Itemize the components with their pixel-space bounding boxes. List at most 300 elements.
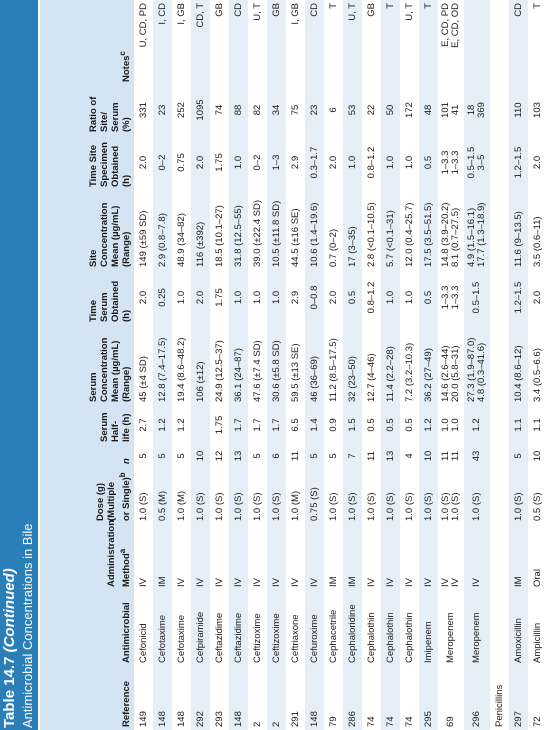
time-site-cell: 1.0	[343, 135, 362, 190]
n-cell: 11	[289, 451, 301, 461]
time-serum-cell: 0.25	[153, 270, 172, 325]
half-life-cell: 0.5	[365, 418, 377, 432]
half-life-cell	[438, 405, 464, 445]
serum-concentration-cell-line: 27.3 (1.9–87.0)	[466, 337, 477, 402]
antimicrobial-cell: Ceftazidime	[213, 612, 225, 663]
table-row	[172, 0, 191, 730]
serum-concentration-cell: 7.2 (3.2–10.3)	[403, 342, 415, 402]
table-row	[267, 0, 286, 730]
method-cell-line: IV	[440, 578, 451, 587]
ratio-cell: 23	[305, 85, 324, 135]
ratio-cell-line: 18	[466, 104, 477, 116]
dose-cell: 1.0 (M)	[175, 490, 187, 521]
n-cell: 10	[531, 450, 543, 462]
time-site-cell: 1.2–1.5	[509, 135, 528, 190]
serum-concentration-cell: 45 (±4 SD)	[137, 356, 149, 402]
method-cell: IV	[175, 578, 187, 587]
ratio-cell: 23	[153, 85, 172, 135]
n-cell: 7	[343, 445, 362, 467]
site-concentration-cell: 11.6 (9–13.5)	[509, 190, 528, 270]
site-concentration-cell-line: 17.7 (1.3–18.9)	[476, 202, 487, 267]
ref-cell: 2	[251, 721, 263, 727]
dose-cell: 1.0 (S)	[267, 467, 286, 524]
method-cell: IV	[365, 578, 377, 587]
half-life-cell: 0.5	[403, 418, 415, 432]
site-concentration-cell-line: 8.1 (0.7–27.5)	[450, 207, 461, 267]
ref-cell: 293	[213, 711, 225, 727]
table-row	[191, 0, 210, 730]
header-notes: Notes$^c$	[40, 0, 134, 85]
ratio-cell	[464, 85, 490, 135]
ratio-cell-line: 41	[450, 104, 461, 116]
half-life-cell: 1.7	[267, 405, 286, 445]
table-row	[134, 0, 153, 730]
method-cell: IV	[137, 578, 149, 587]
time-serum-cell: 1.0	[403, 290, 415, 305]
time-site-cell-line: 1–3.3	[450, 150, 461, 175]
ref-cell: 69	[445, 716, 456, 727]
time-serum-cell-line: 1–3.3	[440, 285, 451, 310]
ref-cell: 74	[381, 666, 400, 730]
n-cell: 10	[419, 445, 438, 467]
ratio-cell: 110	[509, 85, 528, 135]
antimicrobial-cell: Cephalothin	[403, 612, 415, 663]
site-concentration-cell: 17.5 (3.5–51.5)	[419, 190, 438, 270]
n-cell: 5	[251, 453, 263, 459]
table-row	[509, 0, 528, 730]
notes-cell: I, GB	[289, 3, 301, 25]
antimicrobial-cell: Ampicillin	[531, 622, 543, 663]
ref-cell: 292	[191, 666, 210, 730]
antimicrobial-cell: Meropenem	[445, 612, 456, 663]
notes-cell: GB	[267, 0, 286, 85]
site-concentration-cell: 17 (3–35)	[343, 190, 362, 270]
serum-concentration-cell-line: 4.8 (0.3–41.6)	[476, 342, 487, 402]
ref-cell: 291	[289, 711, 301, 727]
time-serum-cell: 1.0	[175, 290, 187, 305]
n-cell: 11	[365, 451, 377, 461]
time-serum-cell: 0.8–1.2	[365, 281, 377, 314]
dose-cell: 0.75 (S)	[305, 467, 324, 524]
method-cell: IV	[289, 578, 301, 587]
antimicrobial-cell: Cefpiramide	[191, 590, 210, 666]
half-life-cell-line: 1.0	[440, 418, 451, 432]
table-title-bar	[0, 0, 38, 730]
half-life-cell: 1.2	[419, 405, 438, 445]
table-row	[305, 0, 324, 730]
n-cell: 5	[175, 453, 187, 459]
time-serum-cell: 2.0	[531, 290, 543, 305]
ratio-cell: 74	[213, 104, 225, 116]
time-serum-cell: 0.5	[343, 270, 362, 325]
n-cell: 5	[137, 453, 149, 459]
antimicrobial-cell: Amoxicillin	[509, 590, 528, 666]
table-row	[153, 0, 172, 730]
ref-cell: 296	[464, 666, 490, 730]
notes-cell: T	[327, 3, 339, 9]
table-subtitle: Antimicrobial Concentrations in Bile	[20, 523, 35, 728]
header-time-serum: Time Serum Obtained (h)	[40, 270, 134, 325]
site-concentration-cell: 5.7 (<0.1–31)	[381, 190, 400, 270]
ratio-cell: 6	[327, 107, 339, 113]
time-serum-cell: 2.0	[137, 290, 149, 305]
method-cell: IM	[343, 524, 362, 590]
antimicrobial-cell: Cephalothin	[381, 590, 400, 666]
dose-cell-line: 1.0 (S)	[450, 492, 461, 521]
notes-cell: GB	[365, 3, 377, 17]
ref-cell: 79	[327, 716, 339, 727]
ratio-cell: 53	[343, 85, 362, 135]
method-cell: IM	[509, 524, 528, 590]
serum-concentration-cell: 47.6 (±7.4 SD)	[251, 340, 263, 402]
header-serum-concentration: Serum Concentration Mean (µg/mL) (Range)	[40, 325, 134, 405]
serum-concentration-cell: 36.2 (27–49)	[419, 325, 438, 405]
method-cell: IV	[419, 524, 438, 590]
dose-cell: 1.0 (M)	[289, 490, 301, 521]
site-concentration-cell: 44.5 (±16 SE)	[289, 208, 301, 267]
site-concentration-cell	[438, 190, 464, 270]
n-cell: 5	[327, 453, 339, 459]
dose-cell: 1.0 (S)	[137, 492, 149, 521]
ref-cell: 297	[509, 666, 528, 730]
site-concentration-cell-line: 14.8 (3.9–20.2)	[440, 202, 451, 267]
table-row	[248, 0, 267, 730]
half-life-cell: 2.7	[137, 418, 149, 432]
notes-cell: CD, T	[191, 0, 210, 85]
time-site-cell: 0.3–1.7	[305, 135, 324, 190]
method-cell: IV	[381, 524, 400, 590]
notes-cell: U, CD, PD	[137, 3, 149, 48]
serum-concentration-cell-line: 20.0 (5.8–31)	[450, 345, 461, 402]
ref-cell: 286	[343, 666, 362, 730]
site-concentration-cell: 39.0 (±22.4 SD)	[251, 200, 263, 267]
serum-concentration-cell: 30.6 (±5.8 SD)	[267, 325, 286, 405]
time-site-cell: 1.75	[213, 153, 225, 172]
method-cell: IV	[267, 524, 286, 590]
time-serum-cell-line: 1–3.3	[450, 285, 461, 310]
header-antimicrobial: Antimicrobial	[40, 590, 134, 666]
ratio-cell: 34	[267, 85, 286, 135]
antimicrobial-cell: Ceftizoxime	[267, 590, 286, 666]
method-cell: Oral	[531, 569, 543, 587]
header-n: n	[40, 445, 134, 467]
n-cell: 13	[381, 445, 400, 467]
time-serum-cell: 1.2–1.5	[509, 270, 528, 325]
time-site-cell: 2.0	[327, 155, 339, 170]
dose-cell: 1.0 (S)	[229, 467, 248, 524]
antimicrobial-cell: Imipenem	[419, 590, 438, 666]
time-serum-cell: 2.9	[289, 290, 301, 305]
serum-concentration-cell	[464, 325, 490, 405]
table-row	[324, 0, 343, 730]
time-serum-cell: 0–0.8	[305, 270, 324, 325]
time-site-cell: 1–3	[267, 135, 286, 190]
dose-cell	[438, 467, 464, 524]
ref-cell: 74	[365, 716, 377, 727]
table-row	[210, 0, 229, 730]
half-life-cell: 6.5	[289, 418, 301, 432]
dose-cell-line: 1.0 (S)	[440, 492, 451, 521]
half-life-cell: 1.4	[305, 405, 324, 445]
notes-cell: T	[381, 0, 400, 85]
notes-cell	[464, 0, 490, 85]
site-concentration-cell: 31.8 (12.5–55)	[229, 190, 248, 270]
half-life-cell: 1.2	[175, 418, 187, 432]
header-site-concentration: Site Concentration Mean (µg/mL) (Range)	[40, 190, 134, 270]
ref-cell: 148	[305, 666, 324, 730]
time-serum-cell: 1.75	[213, 288, 225, 307]
half-life-cell: 1.1	[531, 418, 543, 432]
dose-cell: 1.0 (S)	[403, 492, 415, 521]
antimicrobial-cell: Meropenem	[464, 590, 490, 666]
method-cell: IV	[191, 524, 210, 590]
n-cell: 12	[213, 450, 225, 462]
half-life-cell: 1.7	[229, 405, 248, 445]
header-method: Administration Method$^a$	[40, 524, 134, 590]
site-concentration-cell: 149 (±59 SD)	[137, 210, 149, 267]
serum-concentration-cell: 11.4 (2.2–28)	[381, 325, 400, 405]
ref-cell: 74	[403, 716, 415, 727]
dose-cell: 1.0 (S)	[213, 492, 225, 521]
time-site-cell: 0–2	[251, 154, 263, 171]
table-row	[286, 0, 305, 730]
ref-cell: 72	[531, 716, 543, 727]
table-number: Table 14.7	[1, 656, 18, 728]
serum-concentration-cell: 32 (23–50)	[343, 325, 362, 405]
time-site-cell-line: 0.5–1.5	[466, 146, 477, 179]
section-label-penicillins: Penicillins	[490, 0, 509, 730]
time-site-cell: 0–2	[153, 135, 172, 190]
n-cell: 6	[267, 445, 286, 467]
ratio-cell: 331	[137, 102, 149, 118]
half-life-cell: 1.1	[509, 405, 528, 445]
antimicrobial-cell: Cefotaxime	[175, 614, 187, 663]
site-concentration-cell: 10.6 (1.4–19.6)	[305, 190, 324, 270]
time-serum-cell: 1.0	[381, 270, 400, 325]
dose-cell: 0.5 (S)	[531, 492, 543, 521]
time-serum-cell	[438, 270, 464, 325]
notes-cell	[438, 0, 464, 85]
table-title	[1, 568, 18, 728]
time-site-cell: 1.0	[381, 135, 400, 190]
serum-concentration-cell: 24.9 (12.5–37)	[213, 340, 225, 402]
time-site-cell	[464, 135, 490, 190]
notes-cell: U, T	[251, 3, 263, 21]
time-site-cell: 2.0	[531, 155, 543, 170]
site-concentration-cell: 10.5 (±11.8 SD)	[267, 190, 286, 270]
ratio-cell: 82	[251, 104, 263, 116]
ref-cell: 2	[267, 666, 286, 730]
ratio-cell: 48	[419, 85, 438, 135]
time-serum-cell: 2.0	[191, 270, 210, 325]
ref-cell: 148	[153, 666, 172, 730]
site-concentration-cell	[464, 190, 490, 270]
notes-cell: GB	[213, 3, 225, 17]
method-cell: IM	[153, 524, 172, 590]
notes-cell-line: E, CD, OD	[450, 3, 461, 48]
time-serum-cell: 1.0	[267, 270, 286, 325]
site-concentration-cell: 12.0 (0.4–25.7)	[403, 202, 415, 267]
serum-concentration-cell: 12.8 (7.4–17.5)	[153, 325, 172, 405]
method-cell: IV	[403, 578, 415, 587]
time-site-cell: 1.0	[229, 135, 248, 190]
method-cell: IV	[464, 524, 490, 590]
ref-cell: 295	[419, 666, 438, 730]
notes-cell: CD	[229, 0, 248, 85]
n-cell: 43	[464, 445, 490, 467]
half-life-cell-line: 1.0	[450, 418, 461, 432]
table-row	[400, 0, 419, 730]
ratio-cell: 1095	[191, 85, 210, 135]
site-concentration-cell: 2.9 (0.8–7.8)	[153, 190, 172, 270]
table-row	[229, 0, 248, 730]
serum-concentration-cell: 36.1 (24–87)	[229, 325, 248, 405]
antimicrobial-cell: Cephaloridine	[343, 590, 362, 666]
time-site-cell-line: 3–5	[476, 154, 487, 171]
time-serum-cell: 1.0	[229, 270, 248, 325]
site-concentration-cell: 3.5 (0.6–11)	[531, 216, 543, 267]
half-life-cell: 1.5	[343, 405, 362, 445]
time-site-cell-line: 1–3.3	[440, 150, 451, 175]
n-cell: 5	[305, 445, 324, 467]
n-cell-line: 11	[450, 451, 461, 461]
site-concentration-cell: 48.9 (34–82)	[175, 213, 187, 267]
serum-concentration-cell: 19.4 (8.6–48.2)	[175, 337, 187, 402]
ratio-cell: 22	[365, 104, 377, 116]
time-site-cell: 0.5	[419, 135, 438, 190]
dose-cell: 1.0 (S)	[191, 467, 210, 524]
notes-cell: T	[531, 3, 543, 9]
serum-concentration-cell: 106 (±12)	[191, 325, 210, 405]
serum-concentration-cell: 46 (36–69)	[305, 325, 324, 405]
antimicrobial-cell: Ceftizoxime	[251, 613, 263, 663]
dose-cell: 1.0 (S)	[365, 492, 377, 521]
dose-cell: 1.0 (S)	[251, 492, 263, 521]
table-row	[464, 0, 490, 730]
method-cell: IV	[305, 524, 324, 590]
site-concentration-cell: 2.8 (<0.1–10.5)	[365, 202, 377, 267]
n-cell: 5	[153, 445, 172, 467]
site-concentration-cell: 0.7 (0–2)	[327, 228, 339, 267]
dose-cell: 1.0 (S)	[464, 467, 490, 524]
method-cell: IV	[251, 578, 263, 587]
header-half-life: Serum Half-life (h)	[40, 405, 134, 445]
antimicrobial-cell: Cephacetrile	[327, 609, 339, 663]
n-cell: 13	[229, 445, 248, 467]
n-cell: 5	[509, 445, 528, 467]
method-cell: IM	[327, 576, 339, 587]
n-cell-line: 11	[440, 451, 451, 461]
time-site-cell: 2.0	[137, 155, 149, 170]
antimicrobial-cell: Cefotaxime	[153, 590, 172, 666]
ratio-cell: 75	[289, 104, 301, 116]
time-site-cell: 1.0	[403, 155, 415, 170]
notes-cell: CD	[509, 0, 528, 85]
ref-cell: 148	[175, 711, 187, 727]
table-row	[381, 0, 400, 730]
n-cell	[438, 445, 464, 467]
table-body	[134, 0, 547, 730]
time-site-cell: 2.0	[191, 135, 210, 190]
time-serum-cell: 1.0	[251, 290, 263, 305]
table-row	[343, 0, 362, 730]
method-cell: IV	[213, 578, 225, 587]
ratio-cell: 252	[175, 102, 187, 118]
time-serum-cell: 0.5–1.5	[464, 270, 490, 325]
table-row	[528, 0, 547, 730]
serum-concentration-cell: 10.4 (8.6–12)	[509, 325, 528, 405]
ratio-cell-line: 101	[440, 102, 451, 118]
antimicrobial-cell: Cefonicid	[137, 623, 149, 663]
ref-cell: 148	[229, 666, 248, 730]
time-site-cell: 0.8–1.2	[365, 146, 377, 179]
half-life-cell	[191, 405, 210, 445]
ref-cell: 149	[137, 711, 149, 727]
n-cell: 4	[403, 453, 415, 459]
header-row	[40, 0, 134, 730]
time-serum-cell: 0.5	[419, 270, 438, 325]
table-row	[362, 0, 381, 730]
dose-cell: 1.0 (S)	[509, 467, 528, 524]
method-cell: IV	[229, 524, 248, 590]
dose-cell: 1.0 (S)	[381, 467, 400, 524]
antimicrobial-cell: Cefuroxime	[305, 590, 324, 666]
time-site-cell: 0.75	[175, 153, 187, 172]
ratio-cell: 50	[381, 85, 400, 135]
serum-concentration-cell: 3.4 (0.5–6.6)	[531, 348, 543, 402]
dose-cell: 0.5 (M)	[153, 467, 172, 524]
serum-concentration-cell: 12.7 (4–46)	[365, 353, 377, 402]
ratio-cell: 88	[229, 85, 248, 135]
site-concentration-cell: 116 (±392)	[191, 190, 210, 270]
ratio-cell	[438, 85, 464, 135]
antimicrobial-cell: Cephalothin	[365, 612, 377, 663]
half-life-cell: 1.2	[464, 405, 490, 445]
serum-concentration-cell: 59.5 (±13 SE)	[289, 343, 301, 402]
notes-cell: U, T	[343, 0, 362, 85]
half-life-cell: 0.9	[327, 418, 339, 432]
half-life-cell: 1.75	[213, 415, 225, 435]
section-row	[490, 0, 509, 730]
notes-cell: CD	[305, 0, 324, 85]
time-serum-cell: 2.0	[327, 290, 339, 305]
table-continued-label: (Continued)	[1, 568, 18, 653]
half-life-cell: 0.5	[381, 405, 400, 445]
half-life-cell: 1.2	[153, 405, 172, 445]
header-time-site: Time Site Specimen Obtained (h)	[40, 135, 134, 190]
antimicrobial-cell: Ceftazidime	[229, 590, 248, 666]
serum-concentration-cell: 11.2 (8.5–17.5)	[327, 338, 339, 402]
time-site-cell	[438, 135, 464, 190]
dose-cell: 1.0 (S)	[327, 492, 339, 521]
notes-cell: I, CD	[153, 0, 172, 85]
site-concentration-cell-line: 4.9 (1.5–16.1)	[466, 207, 477, 267]
bile-concentration-table	[40, 0, 547, 730]
table-row	[419, 0, 438, 730]
notes-cell-line: E, CD, PD	[440, 3, 451, 47]
n-cell: 10	[191, 445, 210, 467]
dose-cell: 1.0 (S)	[343, 467, 362, 524]
header-dose: Dose (g) (Multiple or Single)$^b$	[40, 467, 134, 524]
antimicrobial-cell: Ceftriaxone	[289, 614, 301, 663]
table-row	[438, 0, 464, 730]
dose-cell: 1.0 (S)	[419, 467, 438, 524]
ratio-cell-line: 369	[476, 102, 487, 118]
notes-cell: T	[419, 0, 438, 85]
header-ratio: Ratio of Site/ Serum (%)	[40, 85, 134, 135]
half-life-cell: 1.7	[251, 418, 263, 432]
site-concentration-cell: 18.5 (10.1–27)	[213, 205, 225, 267]
